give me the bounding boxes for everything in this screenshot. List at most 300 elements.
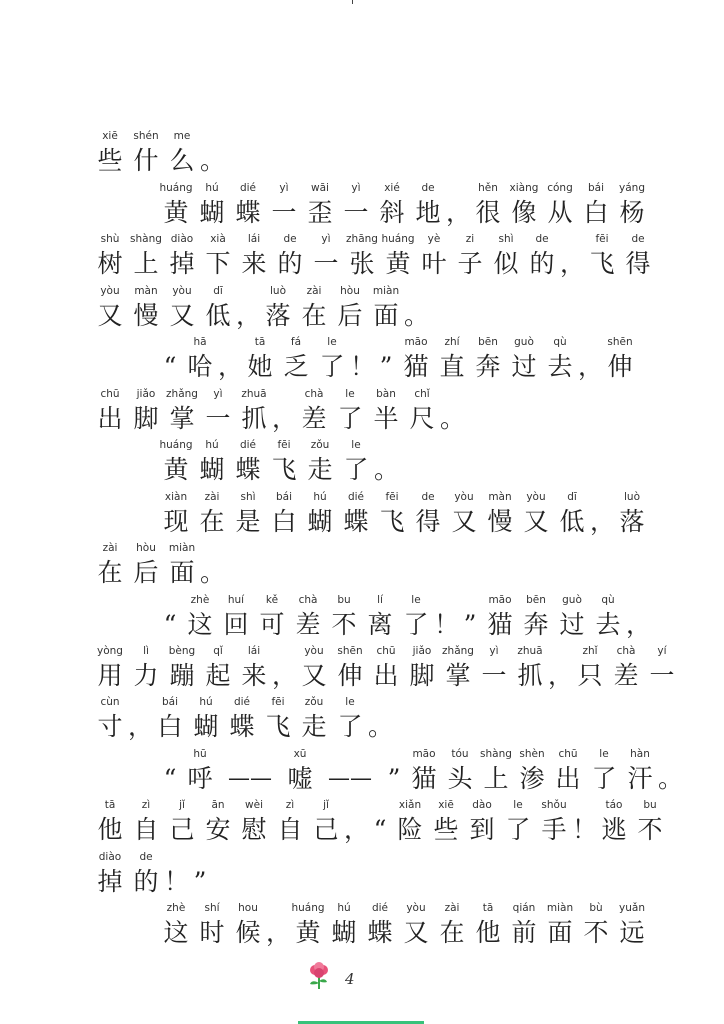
hanzi-character: 在 <box>199 507 225 536</box>
pinyin-annotation: dào <box>472 799 492 811</box>
pinyin-annotation: xié <box>384 182 400 194</box>
character-with-pinyin <box>542 180 578 230</box>
pinyin-annotation: yì <box>279 182 289 194</box>
pinyin-annotation: zǒu <box>304 696 324 708</box>
pinyin-annotation: me <box>173 130 191 142</box>
punctuation: 。 <box>658 764 684 793</box>
hanzi-character: 了 <box>337 404 363 433</box>
pinyin-annotation: yí <box>657 645 667 657</box>
pinyin-annotation: zhí <box>444 336 460 348</box>
pinyin-annotation: shèn <box>519 748 545 760</box>
pinyin-annotation: zhāng <box>346 233 378 245</box>
hanzi-character: 猫 <box>403 352 429 381</box>
pinyin-annotation: bu <box>643 799 657 811</box>
hanzi-character: 出 <box>373 661 399 690</box>
hanzi-character: 一 <box>205 404 231 433</box>
character-with-pinyin <box>332 283 368 333</box>
pinyin-annotation: hou <box>238 902 258 914</box>
character-with-pinyin <box>188 694 224 744</box>
character-with-pinyin <box>476 643 512 693</box>
character-with-pinyin <box>308 231 344 281</box>
hanzi-character: 奔 <box>523 610 549 639</box>
hanzi-character: 白 <box>157 712 183 741</box>
character-with-pinyin <box>464 797 500 847</box>
hanzi-character: 些 <box>433 815 459 844</box>
hanzi-character: 的 <box>277 249 303 278</box>
character-with-pinyin <box>514 746 550 796</box>
character-with-pinyin <box>230 489 266 539</box>
hanzi-character: 得 <box>415 507 441 536</box>
hanzi-character: 地 <box>415 198 441 227</box>
character-with-pinyin <box>518 489 554 539</box>
character-with-pinyin <box>392 797 428 847</box>
character-with-pinyin <box>404 643 440 693</box>
hanzi-character: 的 <box>133 867 159 896</box>
punctuation: “ <box>163 764 177 793</box>
hanzi-character: 似 <box>493 249 519 278</box>
character-with-pinyin <box>470 180 506 230</box>
hanzi-character: 起 <box>205 661 231 690</box>
hanzi-character: 很 <box>475 198 501 227</box>
character-with-pinyin <box>428 797 464 847</box>
character-with-pinyin <box>374 489 410 539</box>
hanzi-character: 渗 <box>519 764 545 793</box>
character-with-pinyin <box>410 180 446 230</box>
character-with-pinyin <box>398 592 434 642</box>
hanzi-character: 不 <box>331 610 357 639</box>
character-with-pinyin <box>338 180 374 230</box>
pinyin-annotation: zhǎng <box>442 645 474 657</box>
text-line <box>92 128 224 178</box>
pinyin-annotation: le <box>345 696 355 708</box>
pinyin-annotation: tā <box>482 902 494 914</box>
pinyin-annotation: shù <box>100 233 120 245</box>
hanzi-character: 不 <box>637 815 663 844</box>
hanzi-character: 己 <box>169 815 195 844</box>
hanzi-character: 这 <box>163 918 189 947</box>
character-with-pinyin <box>622 746 658 796</box>
pinyin-annotation: qǐ <box>213 645 223 657</box>
hanzi-character: 面 <box>547 918 573 947</box>
hanzi-character: 低 <box>205 301 231 330</box>
punctuation: 。 <box>440 404 466 433</box>
pinyin-annotation: fēi <box>271 696 285 708</box>
character-with-pinyin <box>236 386 272 436</box>
punctuation: ， <box>578 352 604 381</box>
hanzi-character: 白 <box>271 507 297 536</box>
pinyin-annotation: hú <box>205 439 219 451</box>
punctuation: ， <box>590 507 616 536</box>
pinyin-annotation: chà <box>298 594 318 606</box>
hanzi-character: 险 <box>397 815 423 844</box>
character-with-pinyin <box>404 386 440 436</box>
hanzi-character: 手 <box>541 815 567 844</box>
hanzi-character: 又 <box>523 507 549 536</box>
character-with-pinyin <box>158 489 194 539</box>
pinyin-annotation: yuǎn <box>619 902 645 914</box>
hanzi-character: 去 <box>547 352 573 381</box>
pinyin-annotation: zhè <box>166 902 186 914</box>
hanzi-character: 白 <box>583 198 609 227</box>
pinyin-annotation: xiē <box>102 130 118 142</box>
text-line <box>158 900 650 950</box>
hanzi-character: 得 <box>625 249 651 278</box>
pinyin-annotation: tā <box>254 336 266 348</box>
pinyin-annotation: dī <box>213 285 223 297</box>
pinyin-annotation: màn <box>134 285 158 297</box>
character-with-pinyin <box>500 797 536 847</box>
pinyin-annotation: fá <box>290 336 302 348</box>
pinyin-annotation: jiǎo <box>412 645 432 657</box>
pinyin-annotation: xiàn <box>164 491 188 503</box>
character-with-pinyin <box>230 180 266 230</box>
character-with-pinyin <box>164 231 200 281</box>
character-with-pinyin <box>326 900 362 950</box>
character-with-pinyin <box>200 797 236 847</box>
pinyin-annotation: huáng <box>159 182 193 194</box>
pinyin-annotation: xiē <box>438 799 454 811</box>
character-with-pinyin <box>92 231 128 281</box>
character-with-pinyin <box>128 797 164 847</box>
punctuation: 。 <box>374 455 400 484</box>
character-with-pinyin <box>398 334 434 384</box>
pinyin-annotation: shēn <box>337 645 363 657</box>
pinyin-annotation: qù <box>553 336 567 348</box>
punctuation: ！ <box>164 867 190 896</box>
hanzi-character: 掌 <box>169 404 195 433</box>
hanzi-character: 到 <box>469 815 495 844</box>
pinyin-annotation: yòu <box>454 491 474 503</box>
pinyin-annotation: kě <box>265 594 279 606</box>
character-with-pinyin <box>128 283 164 333</box>
text-line <box>92 231 656 281</box>
character-with-pinyin <box>272 231 308 281</box>
character-with-pinyin <box>92 797 128 847</box>
pinyin-annotation: miàn <box>168 542 196 554</box>
hanzi-character: 面 <box>373 301 399 330</box>
character-with-pinyin <box>128 643 164 693</box>
character-with-pinyin <box>260 694 296 744</box>
pinyin-annotation: le <box>513 799 523 811</box>
pinyin-annotation: bù <box>589 902 603 914</box>
hanzi-character: 抓 <box>241 404 267 433</box>
character-with-pinyin <box>158 180 194 230</box>
punctuation: ， <box>344 815 370 844</box>
pinyin-annotation: lái <box>247 233 261 245</box>
pinyin-annotation: yì <box>489 645 499 657</box>
character-with-pinyin <box>272 797 308 847</box>
character-with-pinyin <box>332 386 368 436</box>
hanzi-character: 不 <box>583 918 609 947</box>
pinyin-annotation: bàn <box>376 388 396 400</box>
character-with-pinyin <box>296 643 332 693</box>
hanzi-character: 慢 <box>133 301 159 330</box>
pinyin-annotation: zi <box>465 233 475 245</box>
punctuation: 。 <box>200 146 226 175</box>
character-with-pinyin <box>92 540 128 590</box>
character-with-pinyin <box>506 334 542 384</box>
pinyin-annotation: luò <box>270 285 286 297</box>
hanzi-character: 蝴 <box>307 507 333 536</box>
hanzi-character: 飞 <box>589 249 615 278</box>
pinyin-annotation: hū <box>193 748 207 760</box>
character-with-pinyin <box>644 643 680 693</box>
character-with-pinyin <box>512 643 548 693</box>
pinyin-annotation: jǐ <box>323 799 329 811</box>
punctuation: ” <box>193 867 207 896</box>
hanzi-character: 猫 <box>487 610 513 639</box>
character-with-pinyin <box>308 797 344 847</box>
character-with-pinyin <box>416 231 452 281</box>
punctuation: ， <box>218 352 244 381</box>
character-with-pinyin <box>536 797 572 847</box>
character-with-pinyin <box>152 694 188 744</box>
character-with-pinyin <box>200 386 236 436</box>
punctuation: ， <box>548 661 574 690</box>
character-with-pinyin <box>200 231 236 281</box>
pinyin-annotation: lí <box>377 594 383 606</box>
pinyin-annotation: chà <box>616 645 636 657</box>
pinyin-annotation: zhǐ <box>582 645 598 657</box>
character-with-pinyin <box>362 900 398 950</box>
character-with-pinyin <box>470 334 506 384</box>
hanzi-character: 张 <box>349 249 375 278</box>
hanzi-character: 差 <box>295 610 321 639</box>
pinyin-annotation: le <box>411 594 421 606</box>
pinyin-annotation: fēi <box>277 439 291 451</box>
hanzi-character: 她 <box>247 352 273 381</box>
hanzi-character: 落 <box>265 301 291 330</box>
hanzi-character: 面 <box>169 558 195 587</box>
pinyin-annotation: dié <box>371 902 389 914</box>
hanzi-character: 又 <box>301 661 327 690</box>
character-with-pinyin <box>584 231 620 281</box>
pinyin-annotation: shí <box>204 902 220 914</box>
hanzi-character: 前 <box>511 918 537 947</box>
punctuation: ” <box>387 764 401 793</box>
pinyin-annotation: xià <box>210 233 226 245</box>
hanzi-character: 上 <box>133 249 159 278</box>
character-with-pinyin <box>236 231 272 281</box>
character-with-pinyin <box>434 334 470 384</box>
punctuation: “ <box>163 352 177 381</box>
character-with-pinyin <box>302 180 338 230</box>
pinyin-annotation: bèng <box>168 645 196 657</box>
hanzi-character: 出 <box>97 404 123 433</box>
punctuation: ， <box>626 610 652 639</box>
character-with-pinyin <box>470 900 506 950</box>
text-line <box>92 386 464 436</box>
hanzi-character: 黄 <box>163 455 189 484</box>
punctuation: 。 <box>200 558 226 587</box>
pinyin-annotation: màn <box>488 491 512 503</box>
character-with-pinyin <box>128 849 164 899</box>
pinyin-annotation: chū <box>376 645 396 657</box>
pinyin-annotation: miàn <box>372 285 400 297</box>
pinyin-annotation: shì <box>498 233 514 245</box>
hanzi-character: 掉 <box>169 249 195 278</box>
hanzi-character: 汗 <box>627 764 653 793</box>
hanzi-character: 了 <box>337 712 363 741</box>
pinyin-annotation: jiǎo <box>136 388 156 400</box>
pinyin-annotation: dié <box>239 439 257 451</box>
character-with-pinyin <box>590 592 626 642</box>
pinyin-annotation: hā <box>193 336 207 348</box>
character-with-pinyin <box>506 180 542 230</box>
pinyin-annotation: zhǎng <box>166 388 198 400</box>
character-with-pinyin <box>236 797 272 847</box>
pinyin-annotation: xiǎn <box>398 799 422 811</box>
pinyin-annotation: le <box>327 336 337 348</box>
text-line <box>158 437 398 487</box>
hanzi-character: 一 <box>313 249 339 278</box>
hanzi-character: 上 <box>483 764 509 793</box>
pinyin-annotation: jǐ <box>179 799 185 811</box>
character-with-pinyin <box>506 900 542 950</box>
character-with-pinyin <box>164 283 200 333</box>
hanzi-character: 他 <box>97 815 123 844</box>
hanzi-character: 慢 <box>487 507 513 536</box>
hanzi-character: 蝶 <box>229 712 255 741</box>
pinyin-annotation: hàn <box>630 748 650 760</box>
pinyin-annotation: zì <box>285 799 295 811</box>
character-with-pinyin <box>158 437 194 487</box>
character-with-pinyin <box>164 386 200 436</box>
hanzi-character: 蝶 <box>235 198 261 227</box>
pinyin-annotation: cùn <box>100 696 120 708</box>
hanzi-character: 头 <box>447 764 473 793</box>
hanzi-character: 蝶 <box>235 455 261 484</box>
hanzi-character: 飞 <box>379 507 405 536</box>
pinyin-annotation: yòng <box>97 645 123 657</box>
pinyin-annotation: yòu <box>100 285 120 297</box>
hanzi-character: 只 <box>577 661 603 690</box>
pinyin-annotation: yì <box>213 388 223 400</box>
hanzi-character: 些 <box>97 146 123 175</box>
hanzi-character: 来 <box>241 249 267 278</box>
hanzi-character: 猫 <box>411 764 437 793</box>
hanzi-character: 掉 <box>97 867 123 896</box>
pinyin-annotation: shén <box>133 130 159 142</box>
character-with-pinyin <box>380 231 416 281</box>
hanzi-character: 奔 <box>475 352 501 381</box>
hanzi-character: 又 <box>451 507 477 536</box>
hanzi-character: 黄 <box>163 198 189 227</box>
text-line <box>92 283 428 333</box>
character-with-pinyin <box>254 592 290 642</box>
pinyin-annotation: hú <box>205 182 219 194</box>
hanzi-character: 来 <box>241 661 267 690</box>
pinyin-annotation: le <box>345 388 355 400</box>
text-line <box>92 694 392 744</box>
hanzi-character: 了 <box>591 764 617 793</box>
page-number: 4 <box>345 970 355 988</box>
hanzi-character: 飞 <box>265 712 291 741</box>
character-with-pinyin <box>200 283 236 333</box>
character-with-pinyin <box>620 231 656 281</box>
hanzi-character: 又 <box>97 301 123 330</box>
character-with-pinyin <box>230 437 266 487</box>
character-with-pinyin <box>266 180 302 230</box>
punctuation: ， <box>560 249 586 278</box>
hanzi-character: 了 <box>505 815 531 844</box>
pinyin-annotation: zǒu <box>310 439 330 451</box>
hanzi-character: 蝶 <box>367 918 393 947</box>
character-with-pinyin <box>632 797 668 847</box>
hanzi-character: 己 <box>313 815 339 844</box>
punctuation: 。 <box>368 712 394 741</box>
character-with-pinyin <box>362 592 398 642</box>
pinyin-annotation: le <box>599 748 609 760</box>
pinyin-annotation: bu <box>337 594 351 606</box>
hanzi-character: 出 <box>555 764 581 793</box>
character-with-pinyin <box>92 694 128 744</box>
character-with-pinyin <box>452 231 488 281</box>
pinyin-annotation: chū <box>100 388 120 400</box>
pinyin-annotation: zài <box>444 902 460 914</box>
pinyin-annotation: chà <box>304 388 324 400</box>
hanzi-character: 用 <box>97 661 123 690</box>
hanzi-character: 叶 <box>421 249 447 278</box>
pinyin-annotation: tā <box>104 799 116 811</box>
character-with-pinyin <box>194 180 230 230</box>
pinyin-annotation: lì <box>143 645 149 657</box>
hanzi-character: 伸 <box>607 352 633 381</box>
punctuation: ， <box>128 712 154 741</box>
character-with-pinyin <box>442 746 478 796</box>
character-with-pinyin <box>92 643 128 693</box>
pinyin-annotation: shēn <box>607 336 633 348</box>
pinyin-annotation: qián <box>512 902 536 914</box>
character-with-pinyin <box>338 489 374 539</box>
character-with-pinyin <box>332 694 368 744</box>
pinyin-annotation: diào <box>170 233 194 245</box>
character-with-pinyin <box>368 386 404 436</box>
pinyin-annotation: bēn <box>526 594 546 606</box>
character-with-pinyin <box>164 643 200 693</box>
rose-icon <box>306 962 332 990</box>
punctuation: ！ <box>434 610 460 639</box>
punctuation: ， <box>266 918 292 947</box>
punctuation: ！ <box>572 815 598 844</box>
character-with-pinyin <box>586 746 622 796</box>
character-with-pinyin <box>368 643 404 693</box>
character-with-pinyin <box>296 283 332 333</box>
pinyin-annotation: zài <box>306 285 322 297</box>
character-with-pinyin <box>128 540 164 590</box>
character-with-pinyin <box>218 592 254 642</box>
character-with-pinyin <box>92 283 128 333</box>
hanzi-character: 差 <box>613 661 639 690</box>
pinyin-annotation: māo <box>404 336 428 348</box>
character-with-pinyin <box>296 386 332 436</box>
character-with-pinyin <box>602 334 638 384</box>
hanzi-character: 逃 <box>601 815 627 844</box>
punctuation: “ <box>163 610 177 639</box>
hanzi-character: 一 <box>649 661 675 690</box>
pinyin-annotation: huáng <box>159 439 193 451</box>
hanzi-character: 候 <box>235 918 261 947</box>
pinyin-annotation: hú <box>337 902 351 914</box>
hanzi-character: 斜 <box>379 198 405 227</box>
hanzi-character: 低 <box>559 507 585 536</box>
pinyin-annotation: huáng <box>291 902 325 914</box>
character-with-pinyin <box>614 180 650 230</box>
character-with-pinyin <box>278 334 314 384</box>
pinyin-annotation: zài <box>204 491 220 503</box>
hanzi-character: 下 <box>205 249 231 278</box>
hanzi-character: 回 <box>223 610 249 639</box>
